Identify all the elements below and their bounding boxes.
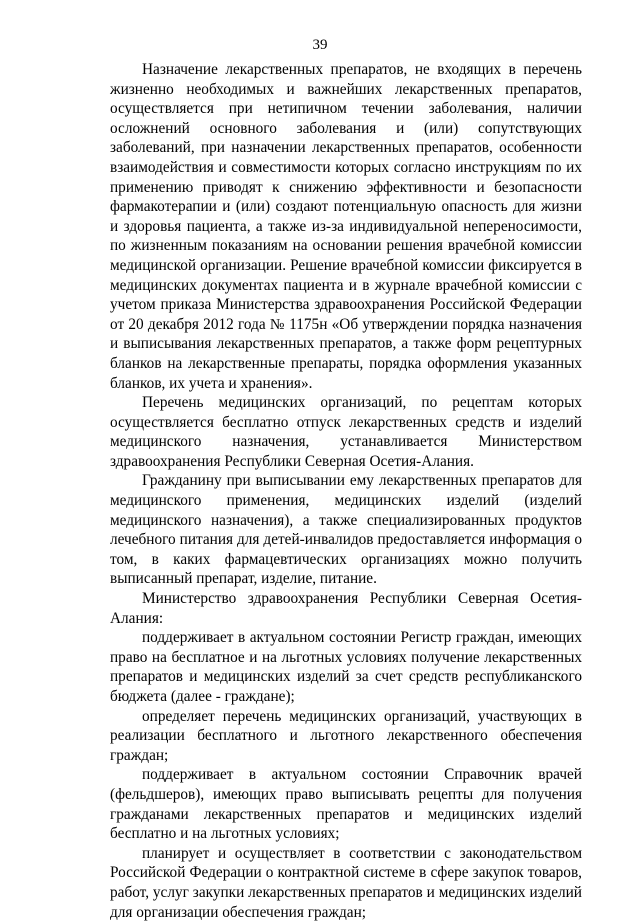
paragraph-pharmacy-information: Гражданину при выписывании ему лекарственных препаратов для медицинского применения, медицинских изделий (изделий медицинского назначения), а также специализированных продуктов лечебного питания для детей-инвалидов предоставляется информация о том, в каких фармацевтических организациях можно получить выписанный препарат, изделие, питание. bbox=[110, 472, 582, 588]
paragraph-organizations-participating: определяет перечень медицинских организаций, участвующих в реализации бесплатного и льготного лекарственного обеспечения граждан; bbox=[110, 707, 582, 764]
paragraph-physicians-directory: поддерживает в актуальном состоянии Справочник врачей (фельдшеров), имеющих право выписывать рецепты для получения гражданами лекарственных препаратов и медицинских изделий бесплатно и на льготных условиях; bbox=[110, 766, 582, 843]
paragraph-procurement-planning: планирует и осуществляет в соответствии с законодательством Российской Федерации о контрактной системе в сфере закупок товаров, работ, услуг закупки лекарственных препаратов и медицинских изделий для организации обеспечения граждан; bbox=[110, 844, 582, 921]
paragraph-citizen-register: поддерживает в актуальном состоянии Регистр граждан, имеющих право на бесплатное и на льготных условиях получение лекарственных препаратов и медицинских изделий за счет средств республиканского бюджета (далее - граждане); bbox=[110, 629, 582, 705]
paragraph-ministry-intro: Министерство здравоохранения Республики Северная Осетия-Алания: bbox=[110, 590, 582, 627]
document-body bbox=[110, 60, 582, 922]
paragraph-medical-organizations-list: Перечень медицинских организаций, по рецептам которых осуществляется бесплатно отпуск лекарственных средств и изделий медицинского назначения, устанавливается Министерством здравоохранения Республики Северная Осетия-Алания. bbox=[110, 394, 582, 470]
page-number: 39 bbox=[312, 37, 328, 53]
paragraph-prescription-outside-list: Назначение лекарственных препаратов, не входящих в перечень жизненно необходимых и важнейших лекарственных препаратов, осуществляется при нетипичном течении заболевания, наличии осложнений основного заболевания и (или) сопутствующих заболеваний, при назначении лекарственных препаратов, особенности взаимодействия и совместимости которых согласно инструкциям по их применению приводят к снижению эффективности и безопасности фармакотерапии и (или) создают потенциальную опасность для жизни и здоровья пациента, а также из-за индивидуальной непереносимости, по жизненным показаниям на основании решения врачебной комиссии медицинской организации. Решение врачебной комиссии фиксируется в медицинских документах пациента и в журнале врачебной комиссии с учетом приказа Министерства здравоохранения Российской Федерации от 20 декабря 2012 года № 1175н «Об утверждении порядка назначения и выписывания лекарственных препаратов, а также форм рецептурных бланков на лекарственные препараты, порядка оформления указанных бланков, их учета и хранения». bbox=[110, 61, 582, 392]
